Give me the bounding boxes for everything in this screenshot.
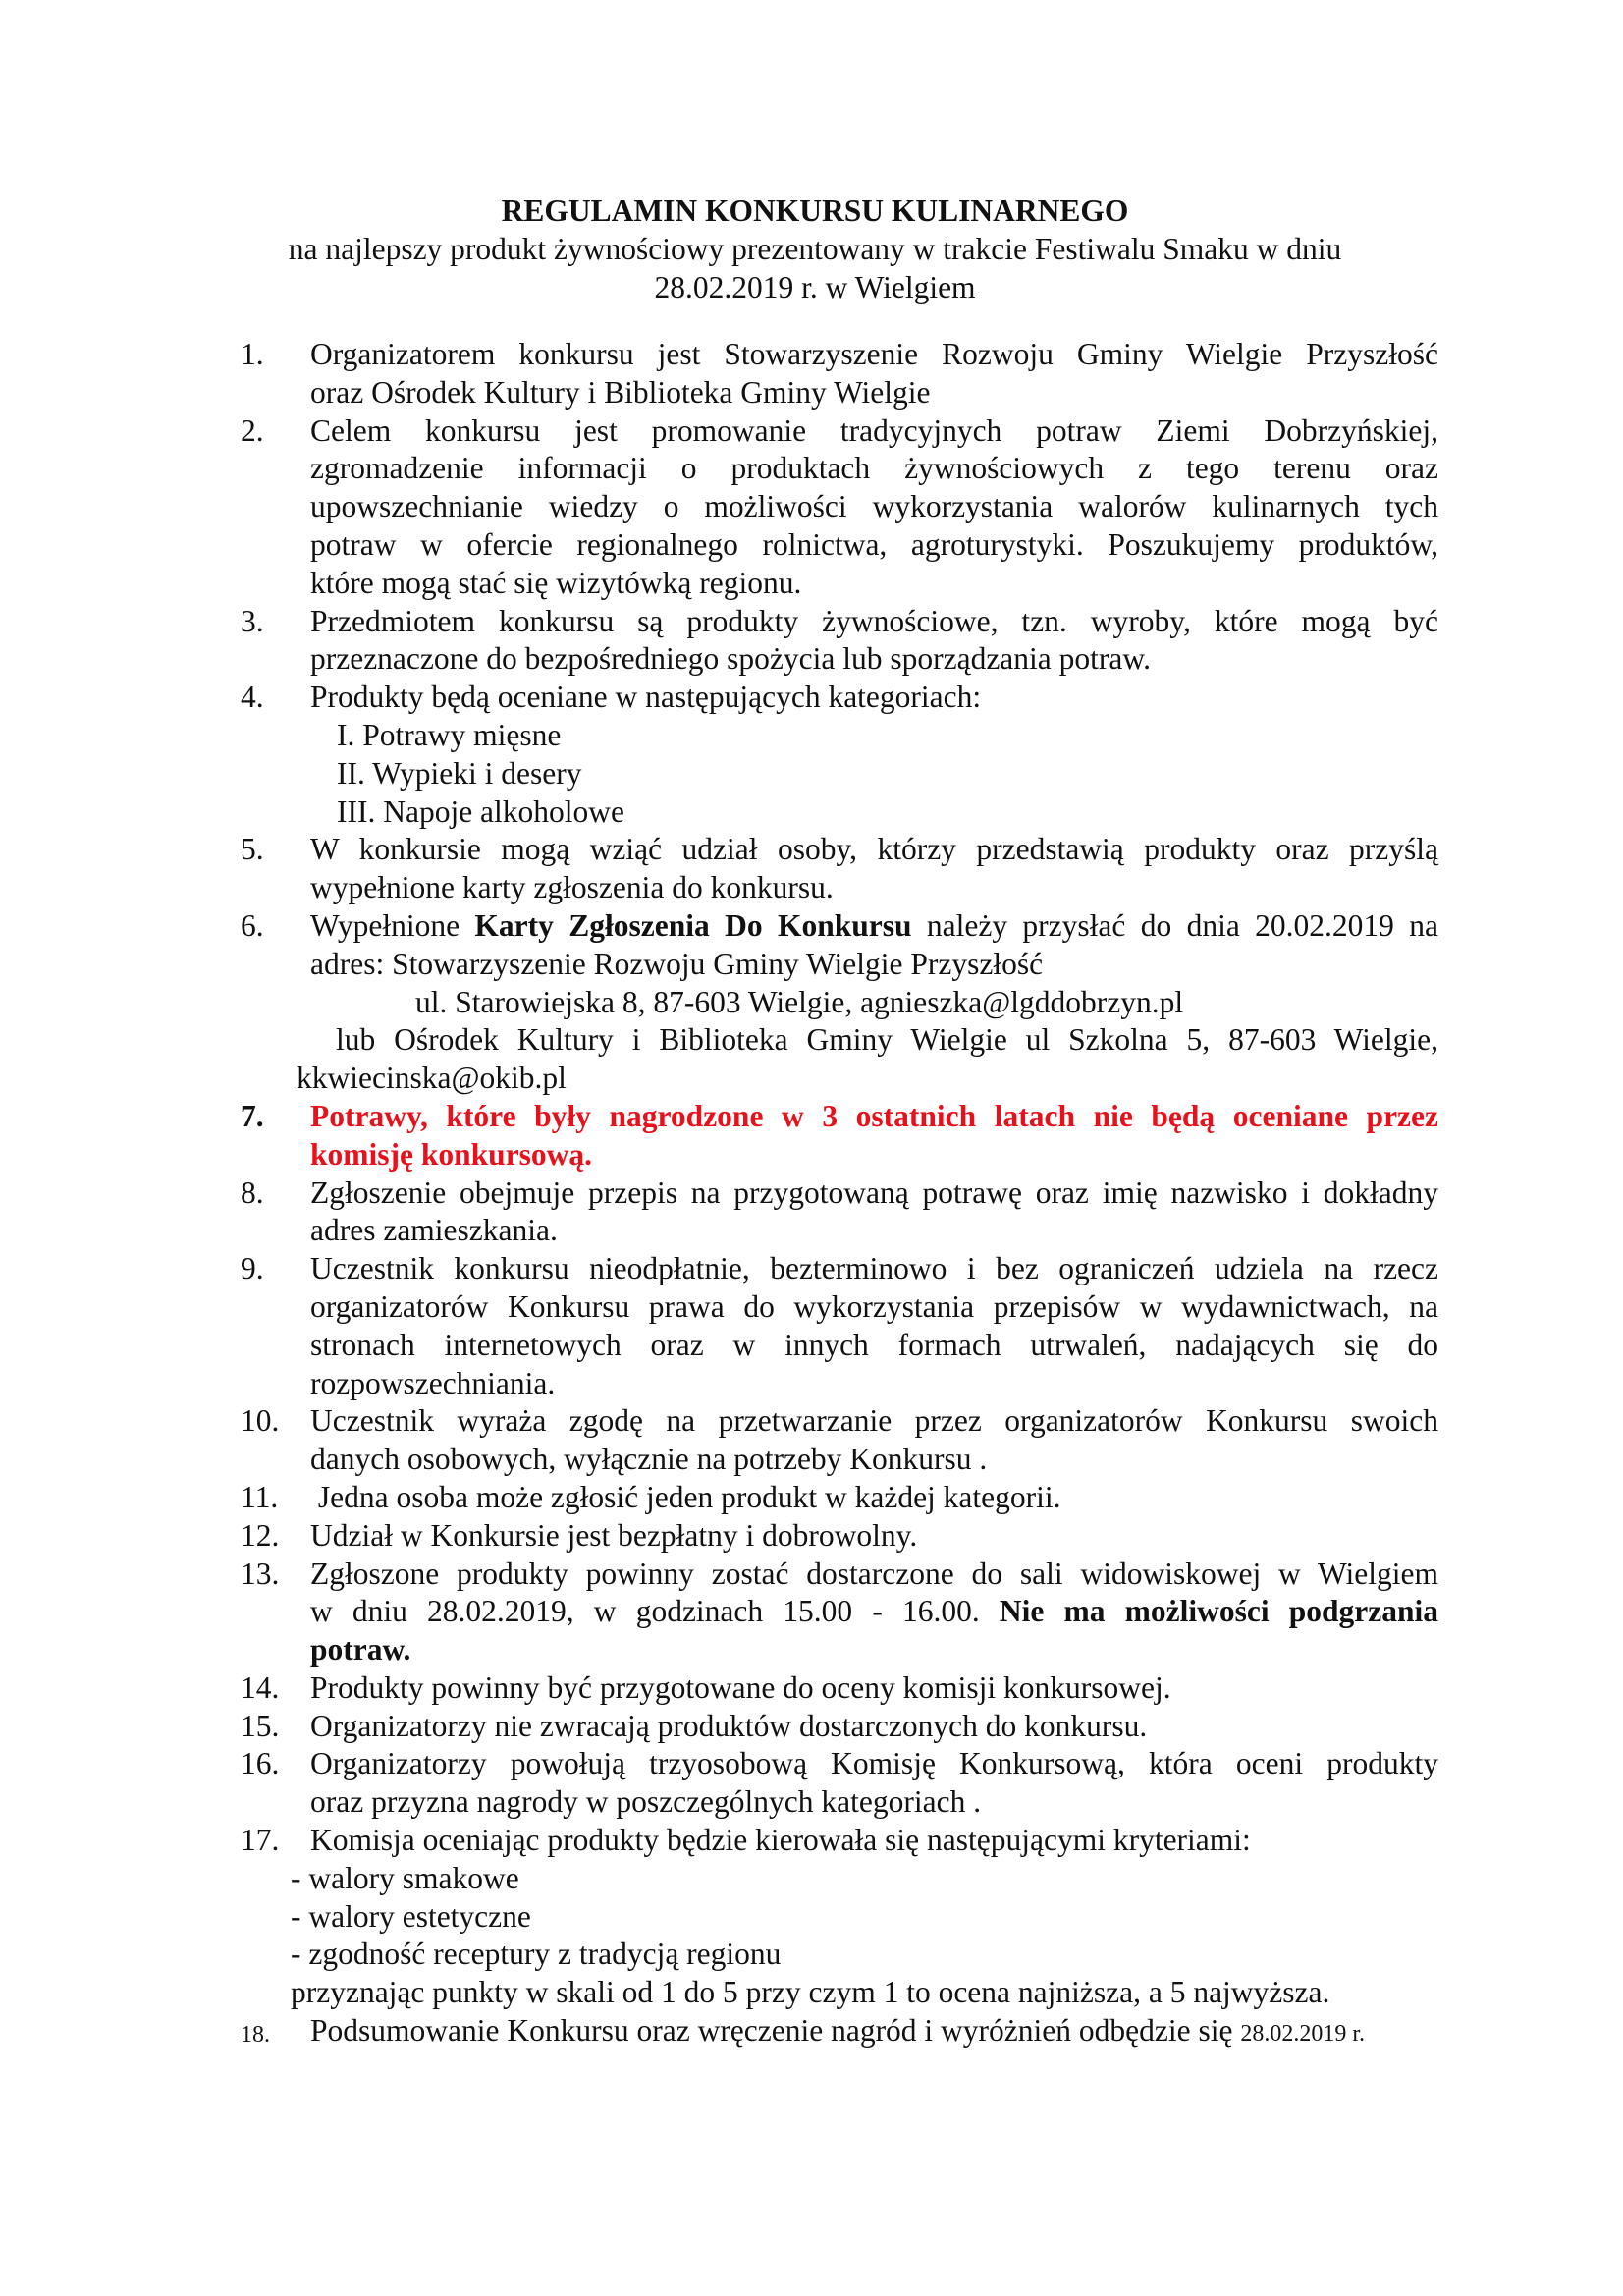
rule-item-4 bbox=[241, 679, 1438, 831]
rule-number: 7. bbox=[241, 1098, 264, 1133]
rule-line: oraz Ośrodek Kultury i Biblioteka Gminy Wielgie bbox=[310, 374, 931, 410]
scoring-note: przyznając punkty w skali od 1 do 5 przy czym 1 to ocena najniższa, a 5 najwyższa. bbox=[291, 1975, 1330, 2010]
rule-item-3 bbox=[241, 603, 1438, 680]
rule-number: 16. bbox=[241, 1746, 280, 1781]
document-header bbox=[226, 192, 1404, 306]
rule-number: 3. bbox=[241, 603, 264, 638]
rule-item-6 bbox=[241, 907, 1438, 1098]
rule-line: Komisja oceniając produkty będzie kierowała się następującymi kryteriami: bbox=[310, 1823, 1251, 1858]
rule-number: 1. bbox=[241, 337, 264, 371]
document-subtitle-line-2: 28.02.2019 r. w Wielgiem bbox=[654, 269, 976, 304]
rule-number: 13. bbox=[241, 1556, 280, 1591]
rule-line bbox=[310, 1593, 1438, 1631]
rule-line: W konkursie mogą wziąć udział osoby, którzy przedstawią produkty oraz przyślą bbox=[310, 832, 1438, 867]
rule-number: 4. bbox=[241, 680, 264, 715]
rule-item-11 bbox=[241, 1479, 1438, 1517]
rule-item-14 bbox=[241, 1669, 1438, 1708]
rule-line: Produkty powinny być przygotowane do oceny komisji konkursowej. bbox=[310, 1669, 1171, 1705]
rule-number: 18. bbox=[241, 2022, 270, 2049]
category-item: III. Napoje alkoholowe bbox=[337, 793, 625, 829]
rule-line: oraz przyzna nagrody w poszczególnych kategoriach . bbox=[310, 1784, 982, 1820]
rules-list bbox=[241, 336, 1438, 2053]
document-subtitle-line-1: na najlepszy produkt żywnościowy prezentowany w trakcie Festiwalu Smaku w dniu bbox=[288, 231, 1342, 266]
document-title: REGULAMIN KONKURSU KULINARNEGO bbox=[501, 193, 1129, 228]
rule-item-9 bbox=[241, 1250, 1438, 1402]
rule-item-17 bbox=[241, 1822, 1438, 2012]
rule-line: Udział w Konkursie jest bezpłatny i dobrowolny. bbox=[310, 1517, 918, 1553]
email-line: kkwiecinska@okib.pl bbox=[297, 1061, 567, 1096]
criterion-item: - walory estetyczne bbox=[291, 1898, 531, 1934]
rule-item-18 bbox=[241, 2012, 1438, 2053]
rule-number: 17. bbox=[241, 1823, 280, 1858]
no-reheating-note: Nie ma możliwości podgrzania bbox=[999, 1594, 1438, 1629]
rule-line: Potrawy, które były nagrodzone w 3 ostatnich latach nie będą oceniane przez bbox=[310, 1098, 1438, 1133]
rule-line: komisję konkursową. bbox=[310, 1136, 593, 1172]
rule-line bbox=[310, 2012, 1438, 2053]
rule-line: adres zamieszkania. bbox=[310, 1213, 558, 1248]
rule-line: Organizatorzy nie zwracają produktów dostarczonych do konkursu. bbox=[310, 1708, 1148, 1743]
rule-line: zgromadzenie informacji o produktach żywnościowych z tego terenu oraz bbox=[310, 451, 1438, 486]
rule-line: Uczestnik konkursu nieodpłatnie, bezterminowo i bez ograniczeń udziela na rzecz bbox=[310, 1251, 1438, 1286]
rule-item-7-highlight bbox=[241, 1098, 1438, 1175]
rule-item-10 bbox=[241, 1402, 1438, 1479]
rule-text: należy przysłać do dnia 20.02.2019 na bbox=[911, 907, 1439, 943]
rule-line bbox=[310, 907, 1438, 946]
rule-number: 11. bbox=[241, 1479, 279, 1514]
rule-number: 10. bbox=[241, 1403, 280, 1439]
rule-line: rozpowszechniania. bbox=[310, 1365, 556, 1400]
rule-line: danych osobowych, wyłącznie na potrzeby Konkursu . bbox=[310, 1442, 988, 1477]
address-line: adres: Stowarzyszenie Rozwoju Gminy Wielgie Przyszłość bbox=[310, 946, 1044, 981]
no-reheating-note: potraw. bbox=[310, 1632, 411, 1667]
rule-number: 12. bbox=[241, 1517, 280, 1553]
criterion-item: - zgodność receptury z tradycją regionu bbox=[291, 1937, 782, 1972]
rule-item-13 bbox=[241, 1556, 1438, 1669]
rule-line: upowszechnianie wiedzy o możliwości wykorzystania walorów kulinarnych tych bbox=[310, 489, 1438, 524]
rule-line: Produkty będą oceniane w następujących kategoriach: bbox=[310, 680, 982, 715]
rule-item-2 bbox=[241, 412, 1438, 603]
rule-text: Wypełnione bbox=[310, 907, 475, 943]
rule-number: 8. bbox=[241, 1175, 264, 1210]
rule-text: w dniu 28.02.2019, w godzinach 15.00 - 16.00. bbox=[310, 1594, 1000, 1629]
rule-line: potraw w ofercie regionalnego rolnictwa, agroturystyki. Poszukujemy produktów, bbox=[310, 526, 1438, 562]
rule-line: Zgłoszone produkty powinny zostać dostarczone do sali widowiskowej w Wielgiem bbox=[310, 1556, 1438, 1591]
rule-line: Organizatorem konkursu jest Stowarzyszenie Rozwoju Gminy Wielgie Przyszłość bbox=[310, 337, 1438, 371]
rule-item-1 bbox=[241, 336, 1438, 412]
rule-number: 6. bbox=[241, 907, 264, 943]
rule-number: 5. bbox=[241, 832, 264, 867]
rule-line: Przedmiotem konkursu są produkty żywnościowe, tzn. wyroby, które mogą być bbox=[310, 603, 1438, 638]
summary-date: 28.02.2019 r. bbox=[1240, 2021, 1365, 2048]
entry-form-name: Karty Zgłoszenia Do Konkursu bbox=[474, 907, 912, 943]
rule-line: organizatorów Konkursu prawa do wykorzystania przepisów w wydawnictwach, na bbox=[310, 1288, 1438, 1324]
rule-item-8 bbox=[241, 1175, 1438, 1251]
rule-number: 15. bbox=[241, 1708, 280, 1743]
rule-item-5 bbox=[241, 831, 1438, 907]
rule-line: przeznaczone do bezpośredniego spożycia lub sporządzania potraw. bbox=[310, 641, 1151, 677]
criterion-item: - walory smakowe bbox=[291, 1860, 519, 1895]
rule-line: stronach internetowych oraz w innych formach utrwaleń, nadających się do bbox=[310, 1327, 1438, 1362]
category-item: I. Potrawy mięsne bbox=[337, 717, 562, 752]
address-line: lub Ośrodek Kultury i Biblioteka Gminy Wielgie ul Szkolna 5, 87-603 Wielgie, bbox=[336, 1022, 1438, 1058]
rule-number: 14. bbox=[241, 1669, 280, 1705]
rule-line: wypełnione karty zgłoszenia do konkursu. bbox=[310, 870, 834, 905]
rule-line: Zgłoszenie obejmuje przepis na przygotowaną potrawę oraz imię nazwisko i dokładny bbox=[310, 1175, 1438, 1210]
rule-line: które mogą stać się wizytówką regionu. bbox=[310, 565, 802, 600]
rule-item-12 bbox=[241, 1517, 1438, 1556]
rule-line: Celem konkursu jest promowanie tradycyjnych potraw Ziemi Dobrzyńskiej, bbox=[310, 412, 1438, 448]
address-line: ul. Starowiejska 8, 87-603 Wielgie, agnieszka@lgddobrzyn.pl bbox=[415, 984, 1184, 1019]
category-item: II. Wypieki i desery bbox=[337, 755, 582, 791]
rule-line: Organizatorzy powołują trzyosobową Komisję Konkursową, która oceni produkty bbox=[310, 1746, 1438, 1781]
rule-item-15 bbox=[241, 1708, 1438, 1746]
rule-item-16 bbox=[241, 1745, 1438, 1822]
rule-line: Uczestnik wyraża zgodę na przetwarzanie przez organizatorów Konkursu swoich bbox=[310, 1403, 1438, 1439]
rule-number: 9. bbox=[241, 1251, 264, 1286]
rule-line: Jedna osoba może zgłosić jeden produkt w każdej kategorii. bbox=[310, 1479, 1061, 1514]
rule-number: 2. bbox=[241, 412, 264, 448]
rule-text: Podsumowanie Konkursu oraz wręczenie nagród i wyróżnień odbędzie się bbox=[310, 2013, 1241, 2049]
